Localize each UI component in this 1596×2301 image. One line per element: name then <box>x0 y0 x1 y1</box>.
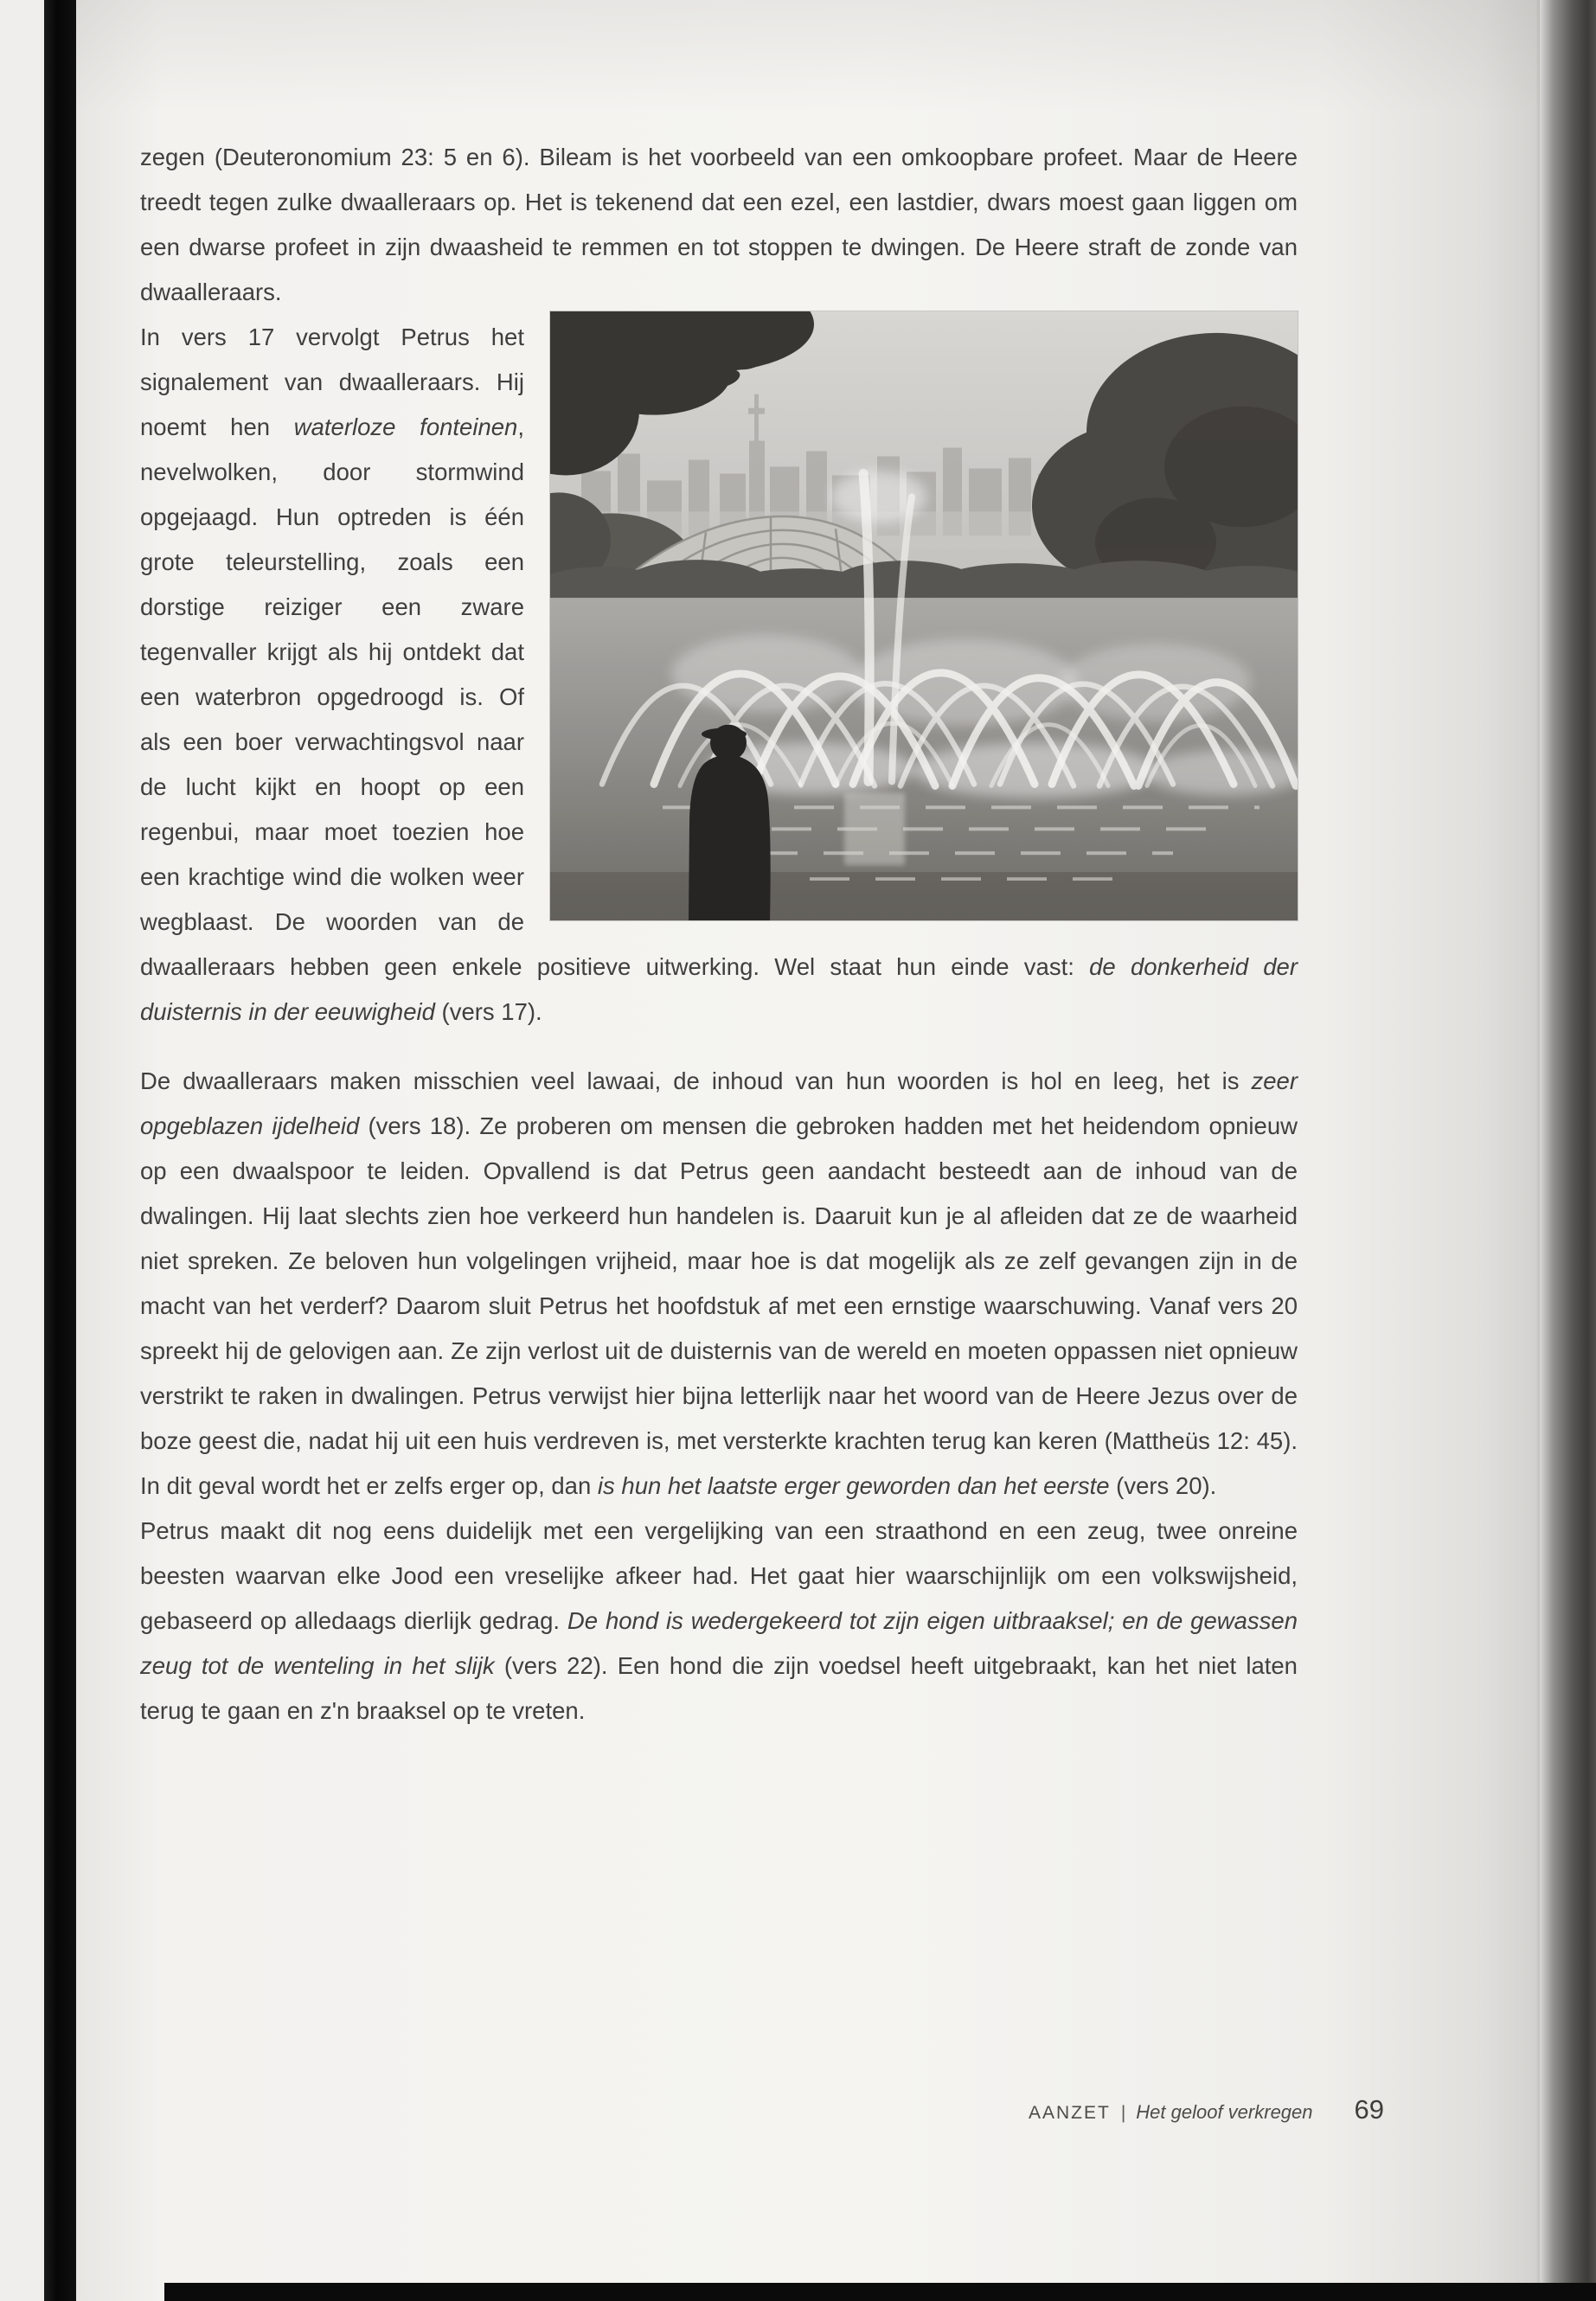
footer-separator: | <box>1120 2103 1126 2123</box>
body-text-segment: zegen (Deuteronomium 23: 5 en 6). Bileam is het voorbeeld van een omkoopbare profeet. Maar de Heere treedt tegen zulke dwaalleraars op. Het is tekenend dat een ezel, een lastdier, dwars moest gaan liggen om een dwarse profeet in zijn dwaasheid te remmen en tot stoppen te dwingen. De Heere straft de zonde van dwaalleraars. <box>140 144 1298 305</box>
scan-bottom-bar <box>164 2283 1596 2301</box>
italic-phrase: waterloze fonteinen <box>293 413 518 440</box>
paragraph-1 <box>140 135 1298 315</box>
paragraph-3 <box>140 1059 1298 1509</box>
fountain-photo-image <box>550 311 1298 920</box>
italic-phrase: zeer opgeblazen ijdelheid <box>140 1067 1298 1139</box>
body-text-segment: (vers 18). Ze proberen om mensen die gebroken hadden met het heidendom opnieuw op een dwaalspoor te leiden. Opvallend is dat Petrus geen aandacht besteedt aan de inhoud van de dwalingen. Hij laat slechts zien hoe verkeerd hun handelen is. Daaruit kun je al afleiden dat ze de waarheid niet spreken. Ze beloven hun volgelingen vrijheid, maar hoe is dat mogelijk als ze zelf gevangen zijn in de macht van het verderf? Daarom sluit Petrus het hoofdstuk af met een ernstige waarschuwing. Vanaf vers 20 spreekt hij de gelovigen aan. Ze zijn verlost uit de duisternis van de wereld en moeten oppassen niet opnieuw verstrikt te raken in dwalingen. Petrus verwijst hier bijna letterlijk naar het woord van de Heere Jezus over de boze geest die, nadat hij uit een huis verdreven is, met versterkte krachten terug kan keren (Mattheüs 12: 45). In dit geval wordt het er zelfs erger op, dan <box>140 1112 1298 1499</box>
footer-journal-name: AANZET <box>1028 2103 1111 2123</box>
page-edge-shadow <box>1535 0 1596 2301</box>
fountain-photo <box>550 311 1298 920</box>
italic-phrase: de donkerheid der duisternis in der eeuwigheid <box>140 953 1298 1025</box>
paragraph-4 <box>140 1509 1298 1734</box>
page-number: 69 <box>1354 2094 1384 2125</box>
footer-book-title: Het geloof verkregen <box>1136 2101 1313 2123</box>
article <box>140 135 1298 1734</box>
body-text-segment: (vers 17). <box>434 998 542 1025</box>
body-text-segment: In vers 17 vervolgt Petrus het signalement van dwaalleraars. Hij noemt hen <box>140 324 524 440</box>
italic-phrase: is hun het laatste erger geworden dan het eerste <box>597 1471 1110 1499</box>
body-text-segment: (vers 20). <box>1109 1471 1217 1499</box>
body-text-segment: De dwaalleraars maken misschien veel lawaai, de inhoud van hun woorden is hol en leeg, het is <box>140 1067 1252 1094</box>
italic-phrase: De hond is wedergekeerd tot zijn eigen uitbraaksel; en de gewassen zeug tot de wenteling in het slijk <box>140 1606 1298 1679</box>
body-text-segment: , nevelwolken, door stormwind opgejaagd. Hun optreden is één grote teleurstelling, zoals een dorstige reiziger een zware tegenvaller krijgt als hij ontdekt dat een waterbron opgedroogd is. Of als een boer verwachtingsvol naar de lucht kijkt en hoopt op een regenbui, maar moet toezien hoe een krachtige wind die wolken weer wegblaast. De woorden van de dwaalleraars hebben geen enkele positieve uitwerking. Wel staat hun einde vast: <box>140 413 1090 980</box>
book-binding-strip <box>44 0 76 2301</box>
page-footer <box>692 2094 1384 2125</box>
body-text-segment: Petrus maakt dit nog eens duidelijk met een vergelijking van een straathond en een zeug, twee onreine beesten waarvan elke Jood een vreselijke afkeer had. Het gaat hier waarschijnlijk om een volkswijsheid, gebaseerd op alledaags dierlijk gedrag. <box>140 1516 1298 1634</box>
body-text-segment: (vers 22). Een hond die zijn voedsel heeft uitgebraakt, kan het niet laten terug te gaan en z'n braaksel op te vreten. <box>140 1651 1298 1724</box>
